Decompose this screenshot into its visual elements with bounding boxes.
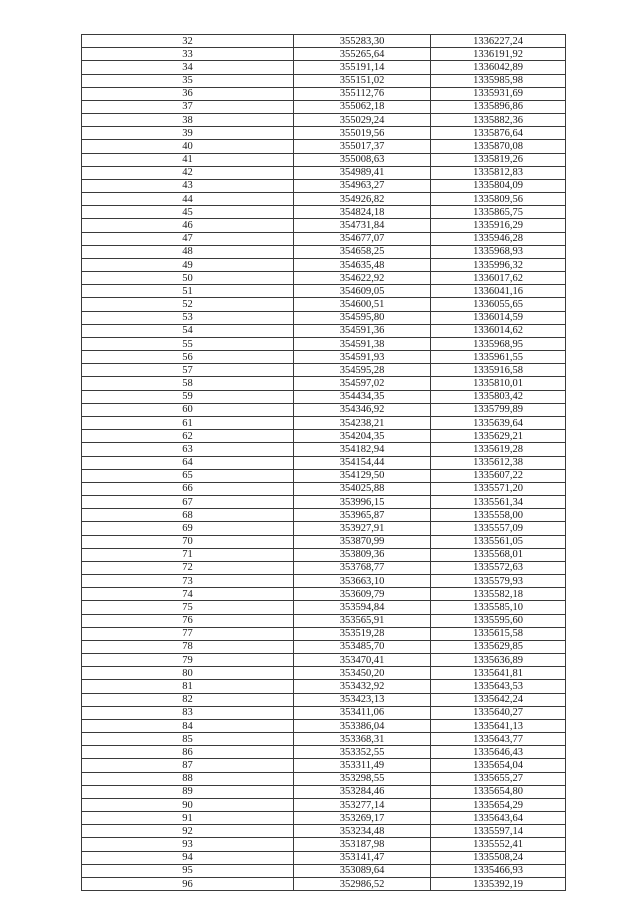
table-row [82,351,566,364]
x-coordinate-cell: 355017,37 [294,140,431,153]
y-coordinate-cell: 1335799,89 [431,403,566,416]
y-coordinate-cell: 1335655,27 [431,772,566,785]
point-number-cell: 77 [82,627,294,640]
table-row [82,561,566,574]
table-row [82,575,566,588]
y-coordinate-cell: 1335642,24 [431,693,566,706]
x-coordinate-cell: 354129,50 [294,469,431,482]
x-coordinate-cell: 355191,14 [294,61,431,74]
x-coordinate-cell: 354963,27 [294,179,431,192]
point-number-cell: 53 [82,311,294,324]
y-coordinate-cell: 1336191,92 [431,48,566,61]
point-number-cell: 35 [82,74,294,87]
point-number-cell: 69 [82,522,294,535]
point-number-cell: 70 [82,535,294,548]
table-row [82,627,566,640]
point-number-cell: 51 [82,285,294,298]
y-coordinate-cell: 1335896,86 [431,100,566,113]
y-coordinate-cell: 1335639,64 [431,416,566,429]
point-number-cell: 79 [82,654,294,667]
y-coordinate-cell: 1335629,85 [431,640,566,653]
point-number-cell: 85 [82,733,294,746]
x-coordinate-cell: 354595,28 [294,364,431,377]
y-coordinate-cell: 1335607,22 [431,469,566,482]
y-coordinate-cell: 1336014,59 [431,311,566,324]
y-coordinate-cell: 1335561,05 [431,535,566,548]
y-coordinate-cell: 1335812,83 [431,166,566,179]
y-coordinate-cell: 1335804,09 [431,179,566,192]
table-row [82,812,566,825]
x-coordinate-cell: 353141,47 [294,851,431,864]
table-row [82,193,566,206]
x-coordinate-cell: 353432,92 [294,680,431,693]
table-row [82,232,566,245]
y-coordinate-cell: 1335931,69 [431,87,566,100]
y-coordinate-cell: 1335996,32 [431,258,566,271]
y-coordinate-cell: 1335809,56 [431,193,566,206]
point-number-cell: 87 [82,759,294,772]
x-coordinate-cell: 353187,98 [294,838,431,851]
y-coordinate-cell: 1335916,29 [431,219,566,232]
point-number-cell: 34 [82,61,294,74]
point-number-cell: 52 [82,298,294,311]
x-coordinate-cell: 354025,88 [294,482,431,495]
table-row [82,825,566,838]
point-number-cell: 75 [82,601,294,614]
point-number-cell: 88 [82,772,294,785]
y-coordinate-cell: 1335619,28 [431,443,566,456]
table-row [82,522,566,535]
y-coordinate-cell: 1335561,34 [431,496,566,509]
table-row [82,614,566,627]
y-coordinate-cell: 1335654,29 [431,798,566,811]
point-number-cell: 71 [82,548,294,561]
y-coordinate-cell: 1335558,00 [431,509,566,522]
x-coordinate-cell: 354595,80 [294,311,431,324]
point-number-cell: 73 [82,575,294,588]
table-row [82,140,566,153]
table-row [82,733,566,746]
table-row [82,390,566,403]
x-coordinate-cell: 353485,70 [294,640,431,653]
table-row [82,48,566,61]
table-row [82,496,566,509]
table-row [82,772,566,785]
table-row [82,746,566,759]
x-coordinate-cell: 353411,06 [294,706,431,719]
point-number-cell: 39 [82,127,294,140]
x-coordinate-cell: 354731,84 [294,219,431,232]
x-coordinate-cell: 353870,99 [294,535,431,548]
x-coordinate-cell: 353311,49 [294,759,431,772]
x-coordinate-cell: 355008,63 [294,153,431,166]
table-row [82,114,566,127]
x-coordinate-cell: 353450,20 [294,667,431,680]
x-coordinate-cell: 354622,92 [294,272,431,285]
x-coordinate-cell: 353519,28 [294,627,431,640]
x-coordinate-cell: 353269,17 [294,812,431,825]
point-number-cell: 55 [82,337,294,350]
x-coordinate-cell: 353996,15 [294,496,431,509]
table-row [82,153,566,166]
y-coordinate-cell: 1335597,14 [431,825,566,838]
table-row [82,640,566,653]
x-coordinate-cell: 354591,38 [294,337,431,350]
y-coordinate-cell: 1335579,93 [431,575,566,588]
table-row [82,838,566,851]
y-coordinate-cell: 1335819,26 [431,153,566,166]
table-row [82,298,566,311]
table-row [82,285,566,298]
x-coordinate-cell: 354824,18 [294,206,431,219]
y-coordinate-cell: 1335612,38 [431,456,566,469]
point-number-cell: 61 [82,416,294,429]
y-coordinate-cell: 1335803,42 [431,390,566,403]
y-coordinate-cell: 1335865,75 [431,206,566,219]
x-coordinate-cell: 353809,36 [294,548,431,561]
x-coordinate-cell: 353298,55 [294,772,431,785]
x-coordinate-cell: 354591,93 [294,351,431,364]
x-coordinate-cell: 353277,14 [294,798,431,811]
x-coordinate-cell: 353386,04 [294,719,431,732]
x-coordinate-cell: 354597,02 [294,377,431,390]
table-row [82,127,566,140]
y-coordinate-cell: 1335552,41 [431,838,566,851]
point-number-cell: 81 [82,680,294,693]
x-coordinate-cell: 353470,41 [294,654,431,667]
point-number-cell: 74 [82,588,294,601]
x-coordinate-cell: 355112,76 [294,87,431,100]
x-coordinate-cell: 353352,55 [294,746,431,759]
y-coordinate-cell: 1336227,24 [431,35,566,48]
table-row [82,759,566,772]
point-number-cell: 95 [82,864,294,877]
x-coordinate-cell: 355019,56 [294,127,431,140]
y-coordinate-cell: 1335615,58 [431,627,566,640]
point-number-cell: 58 [82,377,294,390]
point-number-cell: 68 [82,509,294,522]
table-row [82,377,566,390]
x-coordinate-cell: 354346,92 [294,403,431,416]
y-coordinate-cell: 1335646,43 [431,746,566,759]
point-number-cell: 32 [82,35,294,48]
table-row [82,878,566,891]
point-number-cell: 48 [82,245,294,258]
point-number-cell: 90 [82,798,294,811]
point-number-cell: 64 [82,456,294,469]
y-coordinate-cell: 1335643,77 [431,733,566,746]
x-coordinate-cell: 353089,64 [294,864,431,877]
point-number-cell: 45 [82,206,294,219]
table-row [82,469,566,482]
x-coordinate-cell: 353234,48 [294,825,431,838]
coordinates-table [81,34,566,891]
point-number-cell: 62 [82,430,294,443]
table-row [82,311,566,324]
x-coordinate-cell: 354677,07 [294,232,431,245]
table-row [82,61,566,74]
y-coordinate-cell: 1336041,16 [431,285,566,298]
point-number-cell: 42 [82,166,294,179]
point-number-cell: 96 [82,878,294,891]
x-coordinate-cell: 354600,51 [294,298,431,311]
table-row [82,272,566,285]
table-row [82,100,566,113]
y-coordinate-cell: 1335595,60 [431,614,566,627]
table-row [82,324,566,337]
x-coordinate-cell: 354609,05 [294,285,431,298]
y-coordinate-cell: 1335641,81 [431,667,566,680]
table-row [82,654,566,667]
table-row [82,206,566,219]
point-number-cell: 66 [82,482,294,495]
x-coordinate-cell: 354434,35 [294,390,431,403]
y-coordinate-cell: 1335392,19 [431,878,566,891]
y-coordinate-cell: 1335643,64 [431,812,566,825]
point-number-cell: 80 [82,667,294,680]
coordinates-table-body [82,35,566,891]
point-number-cell: 41 [82,153,294,166]
y-coordinate-cell: 1335641,13 [431,719,566,732]
table-row [82,166,566,179]
y-coordinate-cell: 1335572,63 [431,561,566,574]
y-coordinate-cell: 1335946,28 [431,232,566,245]
x-coordinate-cell: 354238,21 [294,416,431,429]
point-number-cell: 54 [82,324,294,337]
x-coordinate-cell: 355151,02 [294,74,431,87]
x-coordinate-cell: 354154,44 [294,456,431,469]
x-coordinate-cell: 354658,25 [294,245,431,258]
table-row [82,851,566,864]
x-coordinate-cell: 353965,87 [294,509,431,522]
y-coordinate-cell: 1336017,62 [431,272,566,285]
y-coordinate-cell: 1335870,08 [431,140,566,153]
point-number-cell: 33 [82,48,294,61]
point-number-cell: 46 [82,219,294,232]
table-row [82,680,566,693]
point-number-cell: 67 [82,496,294,509]
table-row [82,719,566,732]
table-row [82,456,566,469]
table-row [82,588,566,601]
y-coordinate-cell: 1335636,89 [431,654,566,667]
point-number-cell: 60 [82,403,294,416]
point-number-cell: 92 [82,825,294,838]
y-coordinate-cell: 1335882,36 [431,114,566,127]
x-coordinate-cell: 353565,91 [294,614,431,627]
x-coordinate-cell: 355283,30 [294,35,431,48]
y-coordinate-cell: 1335876,64 [431,127,566,140]
point-number-cell: 72 [82,561,294,574]
table-row [82,337,566,350]
y-coordinate-cell: 1335508,24 [431,851,566,864]
table-row [82,403,566,416]
point-number-cell: 47 [82,232,294,245]
x-coordinate-cell: 354989,41 [294,166,431,179]
table-row [82,864,566,877]
table-row [82,430,566,443]
point-number-cell: 56 [82,351,294,364]
y-coordinate-cell: 1335810,01 [431,377,566,390]
point-number-cell: 86 [82,746,294,759]
point-number-cell: 36 [82,87,294,100]
point-number-cell: 89 [82,785,294,798]
point-number-cell: 65 [82,469,294,482]
y-coordinate-cell: 1335961,55 [431,351,566,364]
x-coordinate-cell: 353609,79 [294,588,431,601]
y-coordinate-cell: 1336055,65 [431,298,566,311]
x-coordinate-cell: 353768,77 [294,561,431,574]
y-coordinate-cell: 1335654,80 [431,785,566,798]
x-coordinate-cell: 354635,48 [294,258,431,271]
x-coordinate-cell: 352986,52 [294,878,431,891]
y-coordinate-cell: 1335643,53 [431,680,566,693]
x-coordinate-cell: 353368,31 [294,733,431,746]
point-number-cell: 50 [82,272,294,285]
y-coordinate-cell: 1335985,98 [431,74,566,87]
point-number-cell: 84 [82,719,294,732]
table-row [82,667,566,680]
y-coordinate-cell: 1335585,10 [431,601,566,614]
y-coordinate-cell: 1335582,18 [431,588,566,601]
table-row [82,601,566,614]
table-row [82,245,566,258]
table-row [82,35,566,48]
point-number-cell: 78 [82,640,294,653]
table-row [82,535,566,548]
x-coordinate-cell: 355029,24 [294,114,431,127]
table-row [82,179,566,192]
point-number-cell: 38 [82,114,294,127]
x-coordinate-cell: 354591,36 [294,324,431,337]
x-coordinate-cell: 355265,64 [294,48,431,61]
point-number-cell: 82 [82,693,294,706]
table-row [82,87,566,100]
y-coordinate-cell: 1335571,20 [431,482,566,495]
x-coordinate-cell: 353663,10 [294,575,431,588]
table-row [82,258,566,271]
table-row [82,706,566,719]
y-coordinate-cell: 1335640,27 [431,706,566,719]
y-coordinate-cell: 1335968,95 [431,337,566,350]
table-row [82,219,566,232]
x-coordinate-cell: 354204,35 [294,430,431,443]
table-row [82,364,566,377]
y-coordinate-cell: 1335568,01 [431,548,566,561]
y-coordinate-cell: 1335629,21 [431,430,566,443]
point-number-cell: 37 [82,100,294,113]
point-number-cell: 83 [82,706,294,719]
table-row [82,74,566,87]
x-coordinate-cell: 355062,18 [294,100,431,113]
y-coordinate-cell: 1335557,09 [431,522,566,535]
table-row [82,693,566,706]
point-number-cell: 76 [82,614,294,627]
point-number-cell: 91 [82,812,294,825]
point-number-cell: 43 [82,179,294,192]
table-row [82,509,566,522]
x-coordinate-cell: 353594,84 [294,601,431,614]
point-number-cell: 63 [82,443,294,456]
y-coordinate-cell: 1335654,04 [431,759,566,772]
y-coordinate-cell: 1335466,93 [431,864,566,877]
point-number-cell: 93 [82,838,294,851]
x-coordinate-cell: 353284,46 [294,785,431,798]
table-row [82,416,566,429]
x-coordinate-cell: 353927,91 [294,522,431,535]
table-row [82,798,566,811]
point-number-cell: 59 [82,390,294,403]
point-number-cell: 57 [82,364,294,377]
table-row [82,548,566,561]
x-coordinate-cell: 353423,13 [294,693,431,706]
x-coordinate-cell: 354182,94 [294,443,431,456]
point-number-cell: 94 [82,851,294,864]
x-coordinate-cell: 354926,82 [294,193,431,206]
table-row [82,482,566,495]
point-number-cell: 49 [82,258,294,271]
y-coordinate-cell: 1335968,93 [431,245,566,258]
point-number-cell: 44 [82,193,294,206]
y-coordinate-cell: 1335916,58 [431,364,566,377]
table-row [82,785,566,798]
table-row [82,443,566,456]
y-coordinate-cell: 1336042,89 [431,61,566,74]
point-number-cell: 40 [82,140,294,153]
y-coordinate-cell: 1336014,62 [431,324,566,337]
